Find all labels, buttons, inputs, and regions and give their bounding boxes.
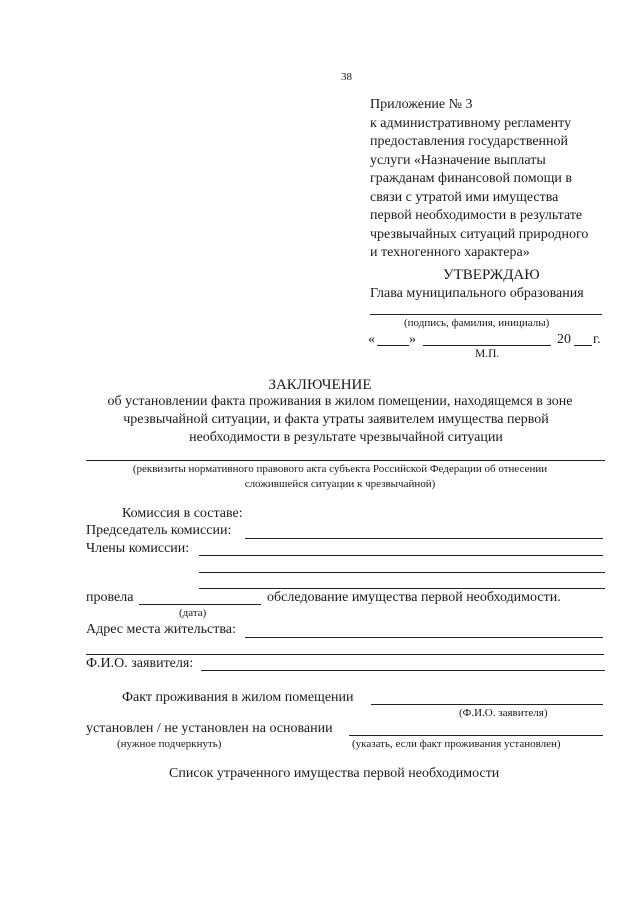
residence-fact-label: Факт проживания в жилом помещении — [122, 690, 354, 705]
conducted-date-line — [139, 604, 261, 605]
document-title: ЗАКЛЮЧЕНИЕ — [268, 377, 372, 393]
date-year-line — [574, 345, 592, 346]
chairman-label: Председатель комиссии: — [86, 523, 232, 538]
document-subtitle-line: чрезвычайной ситуации, и факта утраты заявителем имущества первой — [123, 412, 549, 427]
approval-title: УТВЕРЖДАЮ — [443, 267, 540, 283]
property-list-heading: Список утраченного имущества первой необходимости — [169, 766, 500, 781]
member-line-2 — [199, 572, 605, 573]
appendix-line: и техногенного характера» — [370, 245, 530, 260]
date-year-prefix: 20 — [557, 332, 571, 347]
address-line-1 — [245, 637, 603, 638]
document-subtitle-line: об установлении факта проживания в жилом помещении, находящемся в зоне — [107, 394, 573, 409]
appendix-line: Приложение № 3 — [370, 97, 473, 112]
applicant-line — [201, 670, 605, 671]
basis-caption: (указать, если факт проживания установлен) — [352, 738, 561, 750]
appendix-line: связи с утратой ими имущества — [370, 189, 559, 205]
requisites-line — [86, 460, 605, 461]
signature-line — [370, 314, 602, 315]
inspection-text: обследование имущества первой необходимости. — [267, 590, 561, 605]
residence-applicant-line — [371, 704, 603, 705]
residence-applicant-caption: (Ф.И.О. заявителя) — [459, 707, 548, 719]
conducted-label: провела — [86, 590, 134, 605]
chairman-line — [245, 538, 603, 539]
seal-label: М.П. — [475, 348, 500, 360]
date-year-suffix: г. — [593, 332, 601, 347]
appendix-line: предоставления государственной — [370, 134, 569, 149]
document-subtitle-line: необходимости в результате чрезвычайной ситуации — [189, 430, 503, 445]
signature-caption: (подпись, фамилия, инициалы) — [404, 317, 550, 329]
date-open-quote: « — [368, 332, 375, 347]
appendix-line: первой необходимости в результате — [370, 208, 583, 223]
member-line-1 — [199, 555, 603, 556]
appendix-line: к административному регламенту — [370, 115, 572, 131]
date-month-line — [423, 345, 551, 346]
date-day-line — [377, 345, 409, 346]
members-label: Члены комиссии: — [86, 541, 190, 556]
page-number: 38 — [341, 71, 352, 83]
date-close-quote: » — [409, 332, 416, 347]
appendix-line: услуги «Назначение выплаты — [370, 152, 546, 168]
address-label: Адрес места жительства: — [86, 622, 236, 637]
underline-caption: (нужное подчеркнуть) — [117, 738, 222, 750]
applicant-label: Ф.И.О. заявителя: — [86, 656, 194, 671]
established-label: установлен / не установлен на основании — [86, 721, 333, 736]
date-caption: (дата) — [179, 607, 207, 619]
requisites-caption-line: сложившейся ситуации к чрезвычайной) — [244, 478, 436, 490]
commission-heading: Комиссия в составе: — [122, 506, 243, 521]
appendix-block — [370, 96, 620, 263]
appendix-line: чрезвычайных ситуаций природного — [370, 226, 589, 242]
requisites-caption-line: (реквизиты нормативного правового акта субъекта Российской Федерации об отнесении — [132, 463, 548, 475]
approval-position: Глава муниципального образования — [370, 286, 584, 301]
appendix-line: гражданам финансовой помощи в — [370, 171, 572, 186]
established-basis-line — [349, 735, 603, 736]
